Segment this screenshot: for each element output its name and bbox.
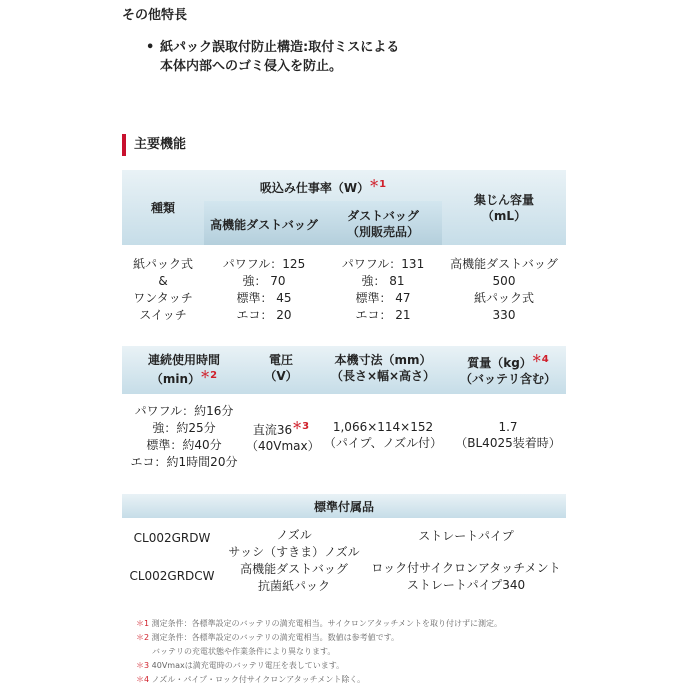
- table2-weight-cell: [450, 419, 566, 451]
- table1-col-bag: [324, 208, 442, 240]
- note-mark-4: ＊4: [531, 354, 549, 365]
- table1-hp-cell: [204, 256, 324, 324]
- volt-line-1: 直流36: [252, 423, 293, 437]
- bag-line: パワフル：131: [341, 257, 425, 271]
- hp-line: 標準： 45: [236, 291, 292, 305]
- table2-col-volt-label: 電圧: [268, 353, 293, 367]
- accessory-line: 抗菌紙パック: [257, 579, 330, 593]
- type-line: ワンタッチ: [133, 291, 193, 305]
- table2-volt-cell: [246, 419, 320, 454]
- accessory-line: サッシ（すきま）ノズル: [228, 545, 360, 559]
- footnote-mark: ＊3: [136, 661, 150, 670]
- table2-col-weight-label: 質量（kg）: [467, 356, 532, 370]
- footnote-2b: [152, 646, 335, 657]
- table3-model-2: CL002GRDCW: [129, 569, 215, 583]
- accessory-line: 高機能ダストバッグ: [240, 562, 348, 576]
- note-mark-3: ＊3: [292, 421, 310, 432]
- accessory-line: ノズル: [276, 528, 312, 542]
- table1-bag-cell: [324, 256, 442, 324]
- table2-col-volt-unit: （V）: [264, 369, 298, 383]
- footnote-text: ノズル・パイプ・ロック付サイクロンアタッチメント除く。: [151, 675, 366, 684]
- table2-size-cell: [316, 419, 450, 451]
- note-mark-1: ＊1: [369, 179, 387, 190]
- bag-line: 標準： 47: [355, 291, 411, 305]
- table1-col-capacity: [442, 192, 566, 224]
- table2-col-weight-sub: （バッテリ含む）: [459, 372, 556, 386]
- footnote-text: バッテリの充電状態や作業条件により異なります。: [152, 647, 336, 656]
- right-2b: ストレートパイプ340: [406, 578, 526, 592]
- table2-col-size: [316, 352, 450, 384]
- table2-col-size-label: 本機寸法（mm）: [334, 353, 432, 367]
- cap-line: 500: [492, 274, 516, 288]
- weight-line-1: 1.7: [498, 420, 518, 434]
- section-title: 主要機能: [122, 134, 186, 156]
- footnote-text: 測定条件：各標準設定のバッテリの満充電相当。サイクロンアタッチメントを取り付けずに測定。: [151, 619, 503, 628]
- table1-col-bag-label: ダストバッグ: [347, 209, 419, 223]
- table2-col-time: [122, 352, 246, 387]
- footnote-text: 測定条件：各標準設定のバッテリの満充電相当。数値は参考値です。: [151, 633, 399, 642]
- cap-line: 330: [492, 308, 516, 322]
- time-line: エコ：約1時間20分: [130, 455, 238, 469]
- footnote-3: [136, 660, 344, 671]
- type-line: 紙パック式: [132, 257, 193, 271]
- hp-line: エコ： 20: [236, 308, 292, 322]
- right-2a: ロック付サイクロンアタッチメント: [371, 561, 561, 575]
- bullet-dot: •: [146, 40, 155, 55]
- cap-line: 紙パック式: [473, 291, 534, 305]
- table3-col-accessories: 標準付属品: [313, 500, 374, 514]
- table2-time-cell: [122, 403, 246, 471]
- hp-line: 強： 70: [242, 274, 286, 288]
- table2-col-size-sub: （長さ×幅×高さ）: [330, 369, 436, 383]
- type-line: &: [158, 274, 168, 288]
- table2-col-volt: [246, 352, 316, 384]
- table1-col-hp-bag: 高機能ダストバッグ: [210, 218, 318, 232]
- table1-capacity-cell: [442, 256, 566, 324]
- footnote-mark: ＊4: [136, 675, 150, 684]
- table1-col-capacity-unit: （mL）: [481, 209, 527, 223]
- time-line: 標準：約40分: [146, 438, 222, 452]
- cap-line: 高機能ダストバッグ: [450, 257, 558, 271]
- table2-col-time-unit: （min）: [150, 372, 201, 386]
- size-line-1: 1,066×114×152: [332, 420, 434, 434]
- table1-col-capacity-label: 集じん容量: [473, 193, 534, 207]
- table2-col-weight: [450, 352, 566, 387]
- type-line: スイッチ: [139, 308, 187, 322]
- features-line-1: 紙パック誤取付防止構造:取付ミスによる: [160, 40, 400, 55]
- footnote-4: [136, 674, 365, 685]
- note-mark-2: ＊2: [200, 370, 218, 381]
- table1-col-power: [204, 177, 442, 196]
- bag-line: エコ： 21: [355, 308, 411, 322]
- bag-line: 強： 81: [361, 274, 405, 288]
- footnote-mark: ＊1: [136, 619, 150, 628]
- table1-type-cell: [122, 256, 204, 324]
- table3-right-2: [366, 560, 566, 594]
- hp-line: パワフル：125: [222, 257, 306, 271]
- table1-col-power-label: 吸込み仕事率（W）: [259, 181, 370, 195]
- table1-col-bag-sub: （別販売品）: [346, 225, 419, 239]
- features-bullet-item: [146, 38, 399, 76]
- features-line-2: 本体内部へのゴミ侵入を防止。: [160, 59, 343, 74]
- table3-right-1: ストレートパイプ: [418, 529, 514, 543]
- footnote-text: 40Vmaxは満充電時のバッテリ電圧を表しています。: [151, 661, 345, 670]
- table1-col-type: 種類: [150, 201, 175, 215]
- footnote-mark: ＊2: [136, 633, 150, 642]
- time-line: 強：約25分: [152, 421, 216, 435]
- table3-accessories-list: [222, 527, 366, 595]
- volt-line-2: （40Vmax）: [246, 439, 320, 453]
- time-line: パワフル：約16分: [134, 404, 234, 418]
- features-title: その他特長: [122, 8, 188, 23]
- size-line-2: （パイプ、ノズル付）: [323, 436, 443, 450]
- footnote-2: [136, 632, 399, 643]
- weight-line-2: （BL4025装着時）: [455, 436, 561, 450]
- table3-model-1: CL002GRDW: [133, 531, 211, 545]
- table2-col-time-label: 連続使用時間: [147, 353, 220, 367]
- footnote-1: [136, 618, 502, 629]
